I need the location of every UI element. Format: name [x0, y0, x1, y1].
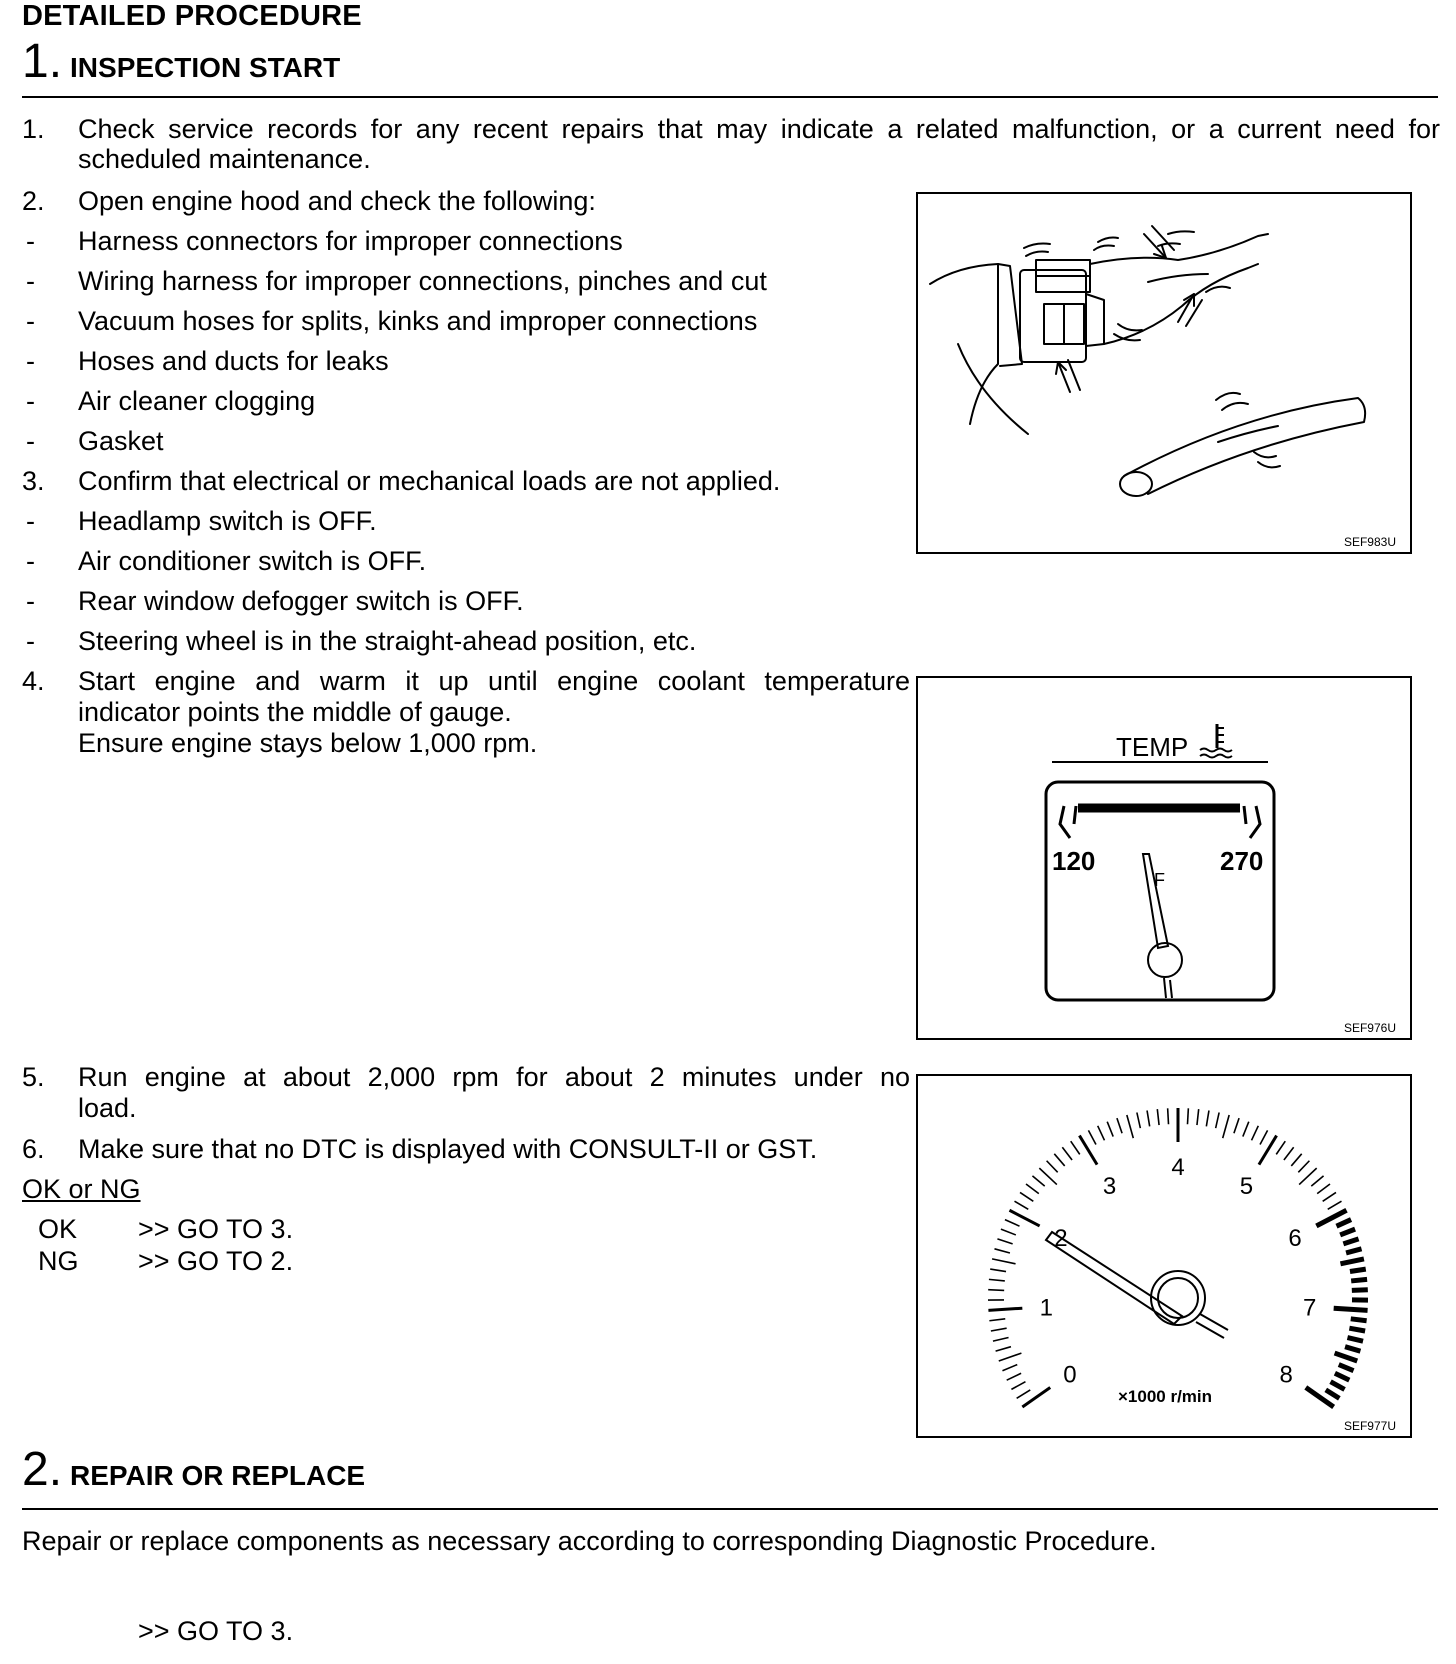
tacho-tick: [1062, 1147, 1072, 1160]
temp-low-label: 120: [1052, 846, 1096, 876]
tacho-tick: [994, 1249, 1009, 1253]
tacho-tick: [1346, 1249, 1361, 1253]
tacho-tick: [1098, 1126, 1105, 1141]
tacho-number-label: 2: [1054, 1225, 1068, 1253]
figure-code: SEF976U: [1343, 1021, 1396, 1035]
tacho-tick: [1276, 1141, 1285, 1154]
tacho-tick: [1007, 1373, 1021, 1380]
tacho-tick: [1317, 1184, 1330, 1194]
step-2-title: REPAIR OR REPLACE: [70, 1460, 366, 1491]
tacho-tick: [1347, 1338, 1363, 1342]
harness-connector-illustration: [918, 194, 1410, 534]
step-1-rule: [22, 96, 1438, 98]
list-item: 1. Check service records for any recent repairs that may indicate a related malfunction, or a current need for scheduled maintenance.: [22, 114, 1440, 174]
temp-needle-mark: F: [1154, 870, 1165, 890]
tacho-tick: [988, 1290, 1004, 1291]
tacho-tick: [997, 1239, 1012, 1244]
tachometer-illustration: [918, 1076, 1410, 1416]
tacho-tick: [1252, 1126, 1259, 1141]
tacho-tick: [1259, 1136, 1277, 1165]
tacho-tick: [1351, 1279, 1367, 1281]
tacho-tick: [1005, 1220, 1020, 1227]
tacho-tick: [1026, 1184, 1039, 1194]
tacho-tick: [1331, 1382, 1345, 1390]
tacho-tick: [1339, 1365, 1354, 1371]
tacho-tick: [1284, 1147, 1294, 1160]
tacho-tick: [1328, 1201, 1342, 1209]
list-item: 4. Start engine and warm it up until engine coolant temperature indicator points the middle of gauge. Ensure engine stays below 1,000 rpm.: [22, 666, 910, 758]
figure-harness-connector: [916, 192, 1412, 554]
temp-label: TEMP: [1116, 732, 1189, 762]
tacho-tick: [1017, 1390, 1031, 1398]
tacho-tick: [1352, 1290, 1368, 1291]
tacho-number-label: 5: [1239, 1173, 1254, 1201]
tacho-tick: [1088, 1130, 1096, 1144]
tacho-tick: [1345, 1347, 1360, 1351]
tacho-tick: [1336, 1220, 1351, 1227]
tacho-tick: [996, 1347, 1011, 1351]
tacho-tick: [1335, 1353, 1358, 1361]
temp-gauge-illustration: [918, 678, 1410, 1018]
tacho-unit-label: ×1000 r/min: [1118, 1387, 1213, 1406]
figure-tachometer: [916, 1074, 1412, 1438]
tacho-tick: [991, 1328, 1007, 1331]
tacho-number-label: 1: [1039, 1294, 1053, 1322]
list-item: 5. Run engine at about 2,000 rpm for about 2 minutes under no load.: [22, 1062, 910, 1123]
document-title: DETAILED PROCEDURE: [22, 0, 362, 32]
tacho-tick: [1032, 1176, 1044, 1186]
tacho-number-label: 4: [1171, 1154, 1185, 1181]
tacho-tick: [992, 1259, 1015, 1264]
tacho-tick: [1022, 1387, 1050, 1407]
tacho-tick: [1015, 1201, 1029, 1209]
tacho-tick: [1335, 1373, 1349, 1380]
tacho-tick: [1349, 1328, 1365, 1331]
tacho-tick: [1216, 1113, 1219, 1129]
tacho-tick: [1157, 1109, 1159, 1125]
tacho-tick: [1187, 1108, 1188, 1124]
tacho-tick: [1117, 1118, 1122, 1133]
tacho-tick: [1054, 1154, 1064, 1166]
step-1-number: 1.: [22, 35, 63, 88]
figure-temp-gauge: [916, 676, 1412, 1040]
tacho-tick: [1299, 1168, 1317, 1184]
tacho-tick: [1234, 1118, 1239, 1133]
ok-or-ng-label: OK or NG: [22, 1174, 141, 1204]
figure-code: SEF977U: [1343, 1419, 1396, 1433]
tacho-tick: [1326, 1390, 1340, 1398]
tacho-tick: [1351, 1319, 1367, 1321]
tacho-tick: [1206, 1111, 1209, 1127]
step-2-heading: [22, 1442, 365, 1497]
tacho-number-label: 3: [1102, 1173, 1117, 1201]
step-1-title: INSPECTION START: [70, 52, 341, 83]
tacho-tick: [1002, 1365, 1017, 1371]
tacho-tick: [1107, 1122, 1113, 1137]
tacho-tick: [1340, 1229, 1355, 1235]
tacho-tick: [1079, 1136, 1097, 1165]
tacho-tick: [1343, 1239, 1358, 1244]
tacho-number-label: 8: [1279, 1361, 1293, 1389]
tacho-tick: [1020, 1192, 1033, 1201]
tacho-tick: [1001, 1229, 1016, 1235]
tacho-number-label: 7: [1303, 1294, 1317, 1322]
tacho-tick: [1323, 1192, 1336, 1201]
tacho-tick: [1260, 1130, 1268, 1144]
step-2-rule: [22, 1508, 1438, 1510]
tacho-tick: [1350, 1269, 1366, 1271]
step-2-number: 2.: [22, 1443, 63, 1496]
tacho-tick: [1340, 1259, 1363, 1264]
tacho-tick: [1039, 1168, 1057, 1184]
tacho-number-label: 0: [1063, 1361, 1077, 1389]
temp-high-label: 270: [1220, 846, 1264, 876]
tacho-tick: [999, 1353, 1022, 1361]
tacho-tick: [989, 1279, 1005, 1281]
tacho-tick: [988, 1308, 1022, 1310]
tacho-tick: [989, 1319, 1005, 1321]
tacho-tick: [1291, 1154, 1301, 1166]
tacho-tick: [1223, 1115, 1229, 1138]
tacho-tick: [1298, 1161, 1309, 1173]
tacho-tick: [1311, 1176, 1323, 1186]
tacho-tick: [1197, 1109, 1199, 1125]
tacho-tick: [990, 1269, 1006, 1271]
tacho-tick: [1137, 1113, 1140, 1129]
tacho-tick: [1047, 1161, 1058, 1173]
step-2-text: Repair or replace components as necessary according to corresponding Diagnostic Procedure.: [22, 1526, 1157, 1556]
tacho-tick: [1127, 1115, 1133, 1138]
tacho-tick: [1243, 1122, 1249, 1137]
tacho-tick: [1168, 1108, 1169, 1124]
tacho-tick: [993, 1338, 1009, 1342]
tacho-tick: [1147, 1111, 1150, 1127]
figure-code: SEF983U: [1343, 535, 1396, 549]
tacho-number-label: 6: [1288, 1225, 1302, 1253]
tacho-tick: [1011, 1382, 1025, 1390]
step-2-action: >> GO TO 3.: [138, 1616, 294, 1646]
tacho-tick: [1071, 1141, 1080, 1154]
tacho-tick: [1334, 1308, 1368, 1310]
step-1-heading: [22, 34, 340, 89]
